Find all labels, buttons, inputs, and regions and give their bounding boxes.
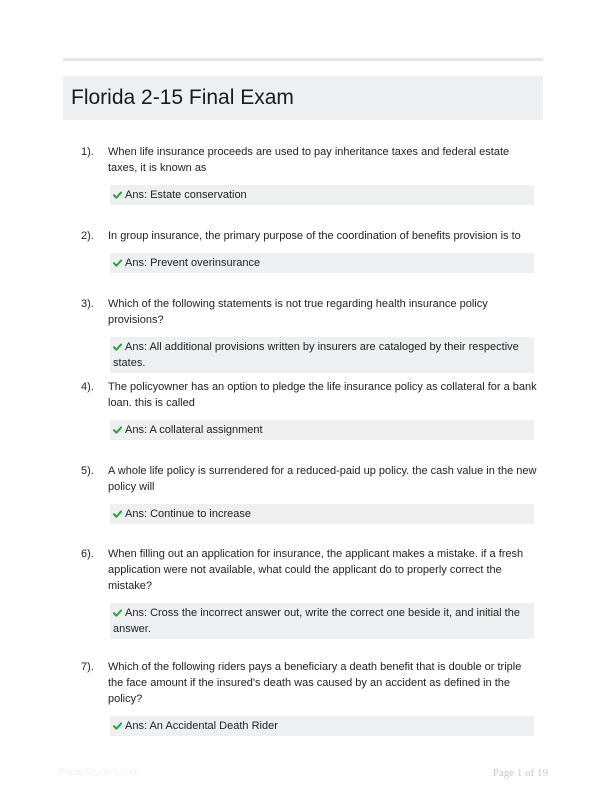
answer-box xyxy=(110,716,534,736)
question-number: 5). xyxy=(81,465,94,477)
answer-text: Ans: Cross the incorrect answer out, write the correct one beside it, and initial the answer. xyxy=(113,607,520,635)
check-icon xyxy=(113,722,122,730)
check-icon xyxy=(113,609,122,617)
answer-box xyxy=(110,337,534,373)
answer-box xyxy=(110,603,534,639)
question-item-1 xyxy=(0,144,606,205)
answer-text: Ans: An Accidental Death Rider xyxy=(125,720,278,732)
answer-text: Ans: Estate conservation xyxy=(125,189,247,201)
question-item-6 xyxy=(0,546,606,639)
answer-box xyxy=(110,185,534,205)
question-number: 2). xyxy=(81,230,94,242)
answer-text: Ans: Prevent overinsurance xyxy=(125,257,261,269)
question-number: 4). xyxy=(81,381,94,393)
question-text: Which of the following statements is not true regarding health insurance policy provisions? xyxy=(108,298,488,326)
question-item-5 xyxy=(0,463,606,524)
question-text: Which of the following riders pays a beneficiary a death benefit that is double or triple the face amount if the insured's death was caused by an accident as defined in the policy? xyxy=(108,661,522,705)
check-icon xyxy=(113,191,122,199)
top-divider xyxy=(63,58,543,61)
question-text: When life insurance proceeds are used to pay inheritance taxes and federal estate taxes, it is known as xyxy=(108,146,510,174)
question-number: 3). xyxy=(81,298,94,310)
question-number: 6). xyxy=(81,548,94,560)
answer-text: Ans: Continue to increase xyxy=(125,508,251,520)
check-icon xyxy=(113,343,122,351)
check-icon xyxy=(113,259,122,267)
question-item-4 xyxy=(0,379,606,440)
check-icon xyxy=(113,510,122,518)
answer-box xyxy=(110,504,534,524)
question-text: The policyowner has an option to pledge the life insurance policy as collateral for a bank loan. this is called xyxy=(108,381,537,409)
answer-text: Ans: A collateral assignment xyxy=(125,424,263,436)
answer-box xyxy=(110,253,534,273)
page-title: Florida 2-15 Final Exam xyxy=(71,86,294,109)
page-number: Page 1 of 19 xyxy=(492,767,548,779)
title-bar xyxy=(63,76,543,120)
question-item-3 xyxy=(0,296,606,373)
question-item-2 xyxy=(0,228,606,273)
answer-text: Ans: All additional provisions written by insurers are cataloged by their respective states. xyxy=(113,341,519,369)
question-number: 1). xyxy=(81,146,94,158)
question-text: In group insurance, the primary purpose of the coordination of benefits provision is to xyxy=(108,230,521,242)
answer-box xyxy=(110,420,534,440)
question-text: When filling out an application for insurance, the applicant makes a mistake. if a fresh application were not available, what could the applicant do to properly correct the mistake? xyxy=(108,548,524,592)
footer-watermark: PaperStudies.com xyxy=(58,767,140,778)
question-item-7 xyxy=(0,659,606,736)
check-icon xyxy=(113,426,122,434)
question-number: 7). xyxy=(81,661,94,673)
question-text: A whole life policy is surrendered for a reduced-paid up policy. the cash value in the new policy will xyxy=(108,465,537,493)
